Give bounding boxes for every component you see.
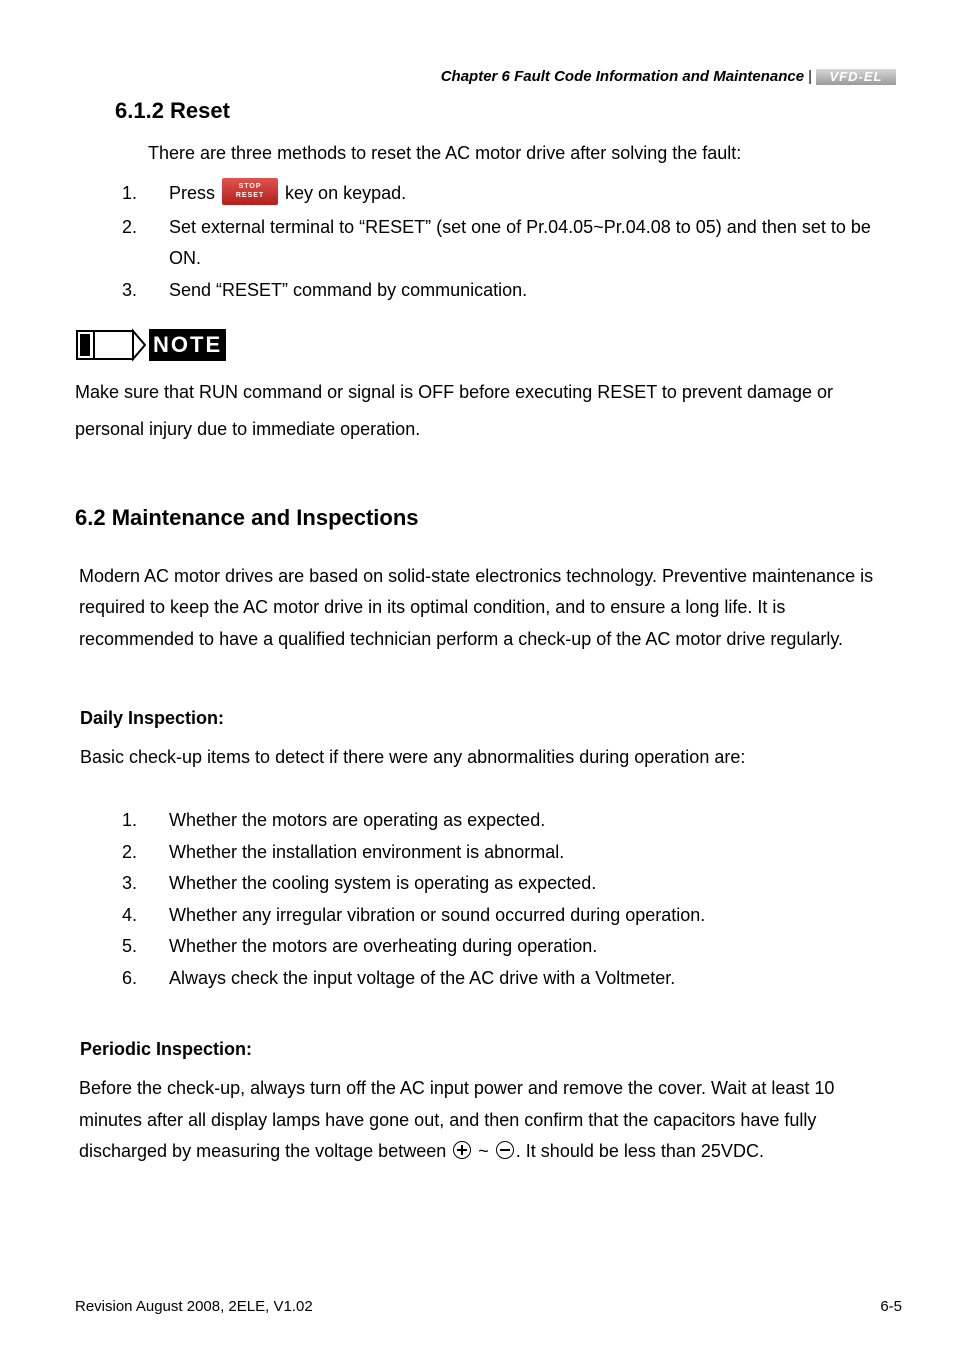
daily-item-1-number: 1. bbox=[122, 810, 138, 830]
daily-heading: Daily Inspection: bbox=[80, 708, 225, 728]
daily-item-3: Whether the cooling system is operating as expected. bbox=[169, 873, 597, 893]
maintenance-para-line-1: Modern AC motor drives are based on solid-state electronics technology. Preventive maintenance is bbox=[79, 566, 874, 586]
periodic-line-3 bbox=[79, 1140, 764, 1162]
periodic-heading: Periodic Inspection: bbox=[80, 1039, 253, 1059]
header-separator: | bbox=[808, 68, 812, 85]
periodic-line-1: Before the check-up, always turn off the AC input power and remove the cover. Wait at least 10 bbox=[79, 1078, 835, 1098]
reset-item-1-after: key on keypad. bbox=[285, 183, 407, 203]
maintenance-para-line-3: recommended to have a qualified technician perform a check-up of the AC motor drive regularly. bbox=[79, 629, 844, 649]
reset-item-3-number: 3. bbox=[122, 280, 138, 300]
footer-page-number: 6-5 bbox=[880, 1298, 902, 1315]
reset-item-2-line2: ON. bbox=[169, 248, 202, 268]
daily-item-2: Whether the installation environment is abnormal. bbox=[169, 842, 565, 862]
pencil-note-icon bbox=[76, 328, 146, 362]
note-badge: NOTE bbox=[149, 329, 226, 361]
footer-revision: Revision August 2008, 2ELE, V1.02 bbox=[75, 1298, 313, 1315]
page-header bbox=[441, 68, 896, 85]
daily-item-1: Whether the motors are operating as expected. bbox=[169, 810, 546, 830]
minus-terminal-icon bbox=[496, 1141, 514, 1159]
periodic-line-2: minutes after all display lamps have gone out, and then confirm that the capacitors have fully bbox=[79, 1110, 817, 1130]
daily-item-5: Whether the motors are overheating during operation. bbox=[169, 936, 598, 956]
periodic-line-3-before: discharged by measuring the voltage between bbox=[79, 1141, 447, 1161]
reset-heading: 6.1.2 Reset bbox=[115, 98, 230, 123]
reset-item-1-before: Press bbox=[169, 183, 216, 203]
note-line-1: Make sure that RUN command or signal is OFF before executing RESET to prevent damage or bbox=[75, 382, 834, 402]
plus-terminal-icon bbox=[453, 1141, 471, 1159]
daily-intro: Basic check-up items to detect if there were any abnormalities during operation are: bbox=[80, 747, 746, 767]
periodic-line-3-after: . It should be less than 25VDC. bbox=[515, 1141, 764, 1161]
daily-item-4-number: 4. bbox=[122, 905, 138, 925]
daily-item-5-number: 5. bbox=[122, 936, 138, 956]
maintenance-heading: 6.2 Maintenance and Inspections bbox=[75, 505, 419, 530]
maintenance-para-line-2: required to keep the AC motor drive in its optimal condition, and to ensure a long life. It is bbox=[79, 597, 786, 617]
chapter-title: Chapter 6 Fault Code Information and Maintenance bbox=[440, 68, 805, 85]
daily-item-6-number: 6. bbox=[122, 968, 138, 988]
stop-reset-key-icon: STOP RESET bbox=[222, 178, 278, 205]
reset-item-1 bbox=[169, 182, 406, 205]
reset-item-3: Send “RESET” command by communication. bbox=[169, 280, 528, 300]
daily-item-4: Whether any irregular vibration or sound occurred during operation. bbox=[169, 905, 706, 925]
reset-item-1-number: 1. bbox=[122, 183, 138, 203]
daily-item-2-number: 2. bbox=[122, 842, 138, 862]
daily-item-6: Always check the input voltage of the AC drive with a Voltmeter. bbox=[169, 968, 676, 988]
reset-intro: There are three methods to reset the AC motor drive after solving the fault: bbox=[148, 143, 742, 163]
reset-item-2-line1: Set external terminal to “RESET” (set one of Pr.04.05~Pr.04.08 to 05) and then set to be bbox=[169, 217, 871, 237]
reset-item-2-number: 2. bbox=[122, 217, 138, 237]
note-line-2: personal injury due to immediate operation. bbox=[75, 419, 421, 439]
tilde: ~ bbox=[478, 1141, 489, 1161]
vfd-el-logo: VFD-EL bbox=[816, 69, 896, 85]
daily-item-3-number: 3. bbox=[122, 873, 138, 893]
